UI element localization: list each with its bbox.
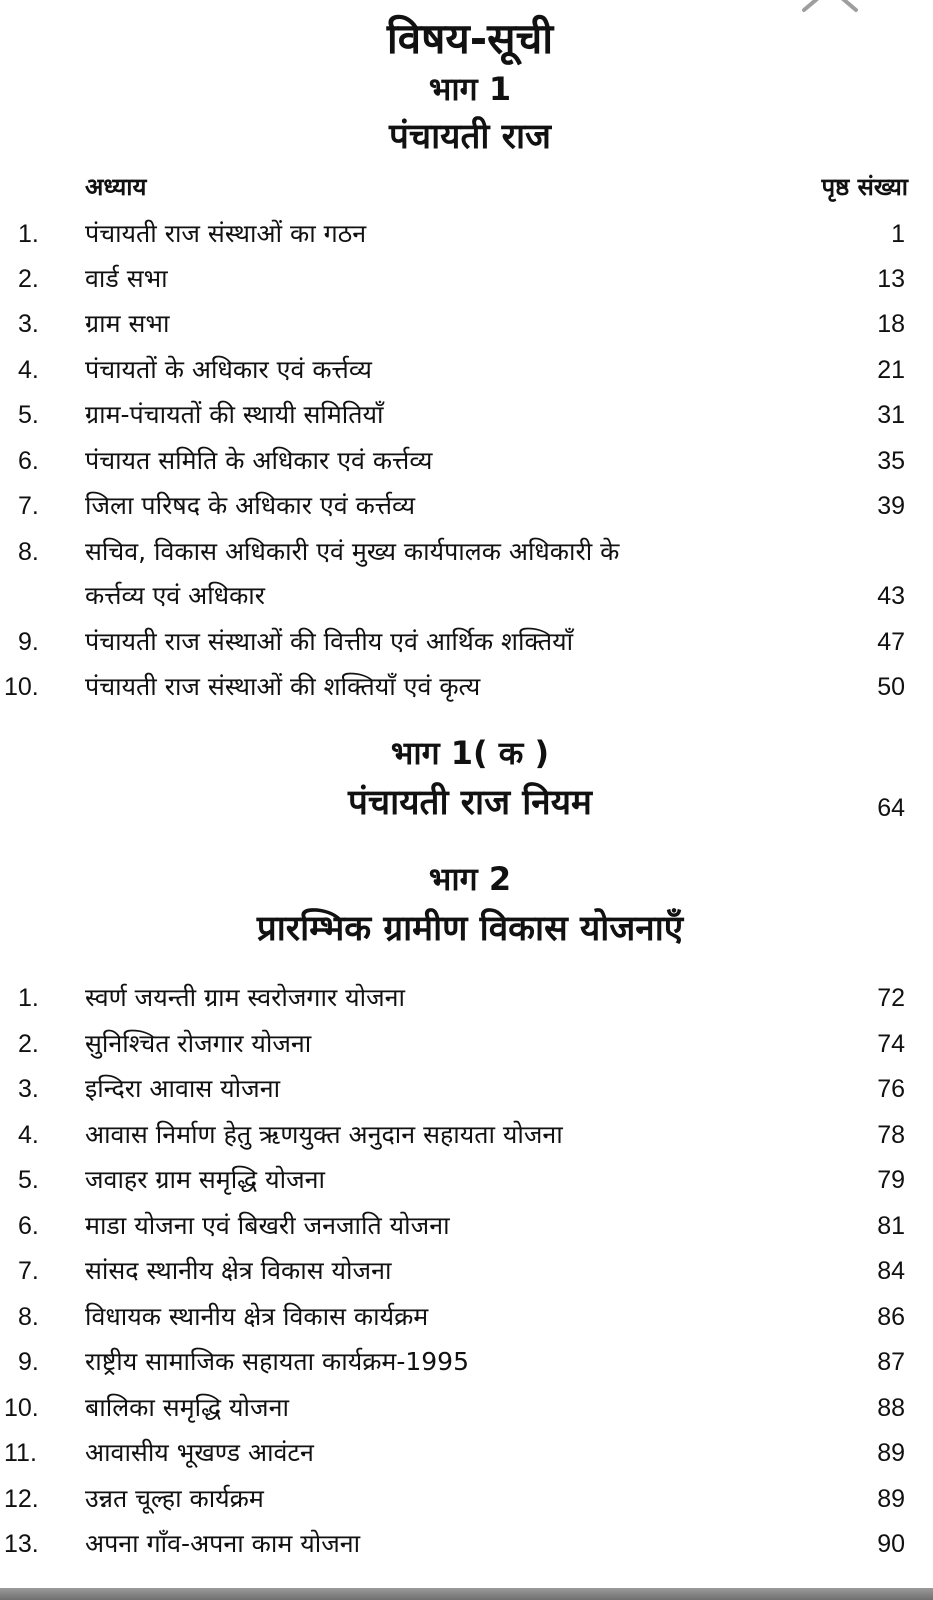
row-page: 89 xyxy=(877,1485,905,1513)
row-page: 88 xyxy=(877,1394,905,1422)
row-page: 76 xyxy=(877,1075,905,1103)
row-number: 1. xyxy=(18,984,39,1012)
row-title: जिला परिषद के अधिकार एवं कर्त्तव्य xyxy=(85,491,416,520)
row-title: बालिका समृद्धि योजना xyxy=(85,1393,289,1422)
row-number: 7. xyxy=(18,492,39,520)
row-number: 3. xyxy=(18,310,39,338)
row-number: 5. xyxy=(18,1166,39,1194)
row-title: स्वर्ण जयन्ती ग्राम स्वरोजगार योजना xyxy=(85,983,406,1012)
toc-row[interactable] xyxy=(0,484,933,528)
toc-row[interactable] xyxy=(0,348,933,392)
row-title: आवासीय भूखण्ड आवंटन xyxy=(85,1438,314,1467)
row-page: 74 xyxy=(877,1030,905,1058)
row-title: पंचायती राज संस्थाओं की शक्तियाँ एवं कृत्य xyxy=(85,672,481,701)
row-page: 13 xyxy=(877,265,905,293)
toc-row[interactable] xyxy=(0,1522,933,1566)
toc-row[interactable] xyxy=(0,393,933,437)
row-page: 18 xyxy=(877,310,905,338)
row-number: 9. xyxy=(18,628,39,656)
toc-row[interactable] xyxy=(0,302,933,346)
toc-row[interactable] xyxy=(0,976,933,1020)
part1-label: भाग 1 xyxy=(428,70,512,108)
toc-row[interactable] xyxy=(0,1204,933,1248)
row-number: 5. xyxy=(18,401,39,429)
row-number: 4. xyxy=(18,356,39,384)
part1a-subtitle[interactable] xyxy=(0,780,933,826)
toc-row[interactable] xyxy=(0,1022,933,1066)
row-page: 35 xyxy=(877,447,905,475)
row-page: 87 xyxy=(877,1348,905,1376)
row-title: उन्नत चूल्हा कार्यक्रम xyxy=(85,1484,264,1513)
row-number: 7. xyxy=(18,1257,39,1285)
toc-row[interactable] xyxy=(0,257,933,301)
row-title: पंचायती राज संस्थाओं की वित्तीय एवं आर्थिक शक्तियाँ xyxy=(85,627,574,656)
row-number: 12. xyxy=(4,1485,39,1513)
row-title: पंचायतों के अधिकार एवं कर्त्तव्य xyxy=(85,355,372,384)
row-title: जवाहर ग्राम समृद्धि योजना xyxy=(85,1165,325,1194)
page-column-header: पृष्ठ संख्या xyxy=(821,173,908,201)
row-number: 13. xyxy=(4,1530,39,1558)
toc-row[interactable] xyxy=(0,1477,933,1521)
row-number: 4. xyxy=(18,1121,39,1149)
row-title: ग्राम-पंचायतों की स्थायी समितियाँ xyxy=(85,400,384,429)
toc-row[interactable] xyxy=(0,665,933,709)
row-page: 31 xyxy=(877,401,905,429)
part2-label: भाग 2 xyxy=(428,860,512,898)
row-page: 90 xyxy=(877,1530,905,1558)
row-page: 43 xyxy=(877,582,905,610)
row-title: वार्ड सभा xyxy=(85,264,168,293)
toc-row[interactable] xyxy=(0,620,933,664)
toc-row[interactable] xyxy=(0,1340,933,1384)
row-title: पंचायत समिति के अधिकार एवं कर्त्तव्य xyxy=(85,446,433,475)
row-number: 2. xyxy=(18,265,39,293)
row-number: 8. xyxy=(18,1303,39,1331)
row-title-continued: कर्त्तव्य एवं अधिकार xyxy=(85,581,265,610)
toc-row[interactable] xyxy=(0,1113,933,1157)
page-title: विषय-सूची xyxy=(386,14,554,63)
toc-row[interactable] xyxy=(0,1295,933,1339)
row-number: 1. xyxy=(18,220,39,248)
toc-row[interactable] xyxy=(0,1158,933,1202)
toc-row[interactable] xyxy=(0,1431,933,1475)
row-number: 8. xyxy=(18,538,39,566)
row-title: ग्राम सभा xyxy=(85,309,170,338)
row-title: माडा योजना एवं बिखरी जनजाति योजना xyxy=(85,1211,450,1240)
row-title: सांसद स्थानीय क्षेत्र विकास योजना xyxy=(85,1256,392,1285)
row-number: 10. xyxy=(4,673,39,701)
row-number: 3. xyxy=(18,1075,39,1103)
row-page: 89 xyxy=(877,1439,905,1467)
part1a-label: भाग 1( क ) xyxy=(390,734,550,772)
toc-row[interactable] xyxy=(0,1386,933,1430)
row-title: इन्दिरा आवास योजना xyxy=(85,1074,281,1103)
part1a-subtitle-text: पंचायती राज नियम xyxy=(348,783,592,823)
part1-subtitle: पंचायती राज xyxy=(388,117,552,157)
row-title: सचिव, विकास अधिकारी एवं मुख्य कार्यपालक अधिकारी के xyxy=(85,537,620,566)
row-page: 78 xyxy=(877,1121,905,1149)
row-title: अपना गाँव-अपना काम योजना xyxy=(85,1529,361,1558)
row-page: 50 xyxy=(877,673,905,701)
row-page: 47 xyxy=(877,628,905,656)
row-page: 84 xyxy=(877,1257,905,1285)
row-page: 1 xyxy=(891,220,905,248)
part1a-page: 64 xyxy=(877,794,905,822)
row-number: 11. xyxy=(4,1439,37,1467)
row-title: सुनिश्चित रोजगार योजना xyxy=(85,1029,312,1058)
toc-row[interactable] xyxy=(0,1249,933,1293)
bottom-edge-bar xyxy=(0,1588,933,1600)
toc-row[interactable] xyxy=(0,212,933,256)
row-title: राष्ट्रीय सामाजिक सहायता कार्यक्रम-1995 xyxy=(85,1347,469,1376)
row-number: 9. xyxy=(18,1348,39,1376)
row-title: पंचायती राज संस्थाओं का गठन xyxy=(85,219,367,248)
row-page: 86 xyxy=(877,1303,905,1331)
row-page: 81 xyxy=(877,1212,905,1240)
row-page: 21 xyxy=(877,356,905,384)
row-page: 39 xyxy=(877,492,905,520)
chapter-column-header: अध्याय xyxy=(85,173,147,201)
row-number: 10. xyxy=(4,1394,39,1422)
part2-subtitle: प्रारम्भिक ग्रामीण विकास योजनाएँ xyxy=(256,909,684,949)
toc-row[interactable] xyxy=(0,439,933,483)
row-page: 79 xyxy=(877,1166,905,1194)
toc-row[interactable] xyxy=(0,530,933,620)
row-number: 6. xyxy=(18,447,39,475)
row-number: 2. xyxy=(18,1030,39,1058)
row-title: विधायक स्थानीय क्षेत्र विकास कार्यक्रम xyxy=(85,1302,429,1331)
row-title: आवास निर्माण हेतु ऋणयुक्त अनुदान सहायता योजना xyxy=(85,1120,563,1149)
toc-row[interactable] xyxy=(0,1067,933,1111)
row-page: 72 xyxy=(877,984,905,1012)
row-number: 6. xyxy=(18,1212,39,1240)
